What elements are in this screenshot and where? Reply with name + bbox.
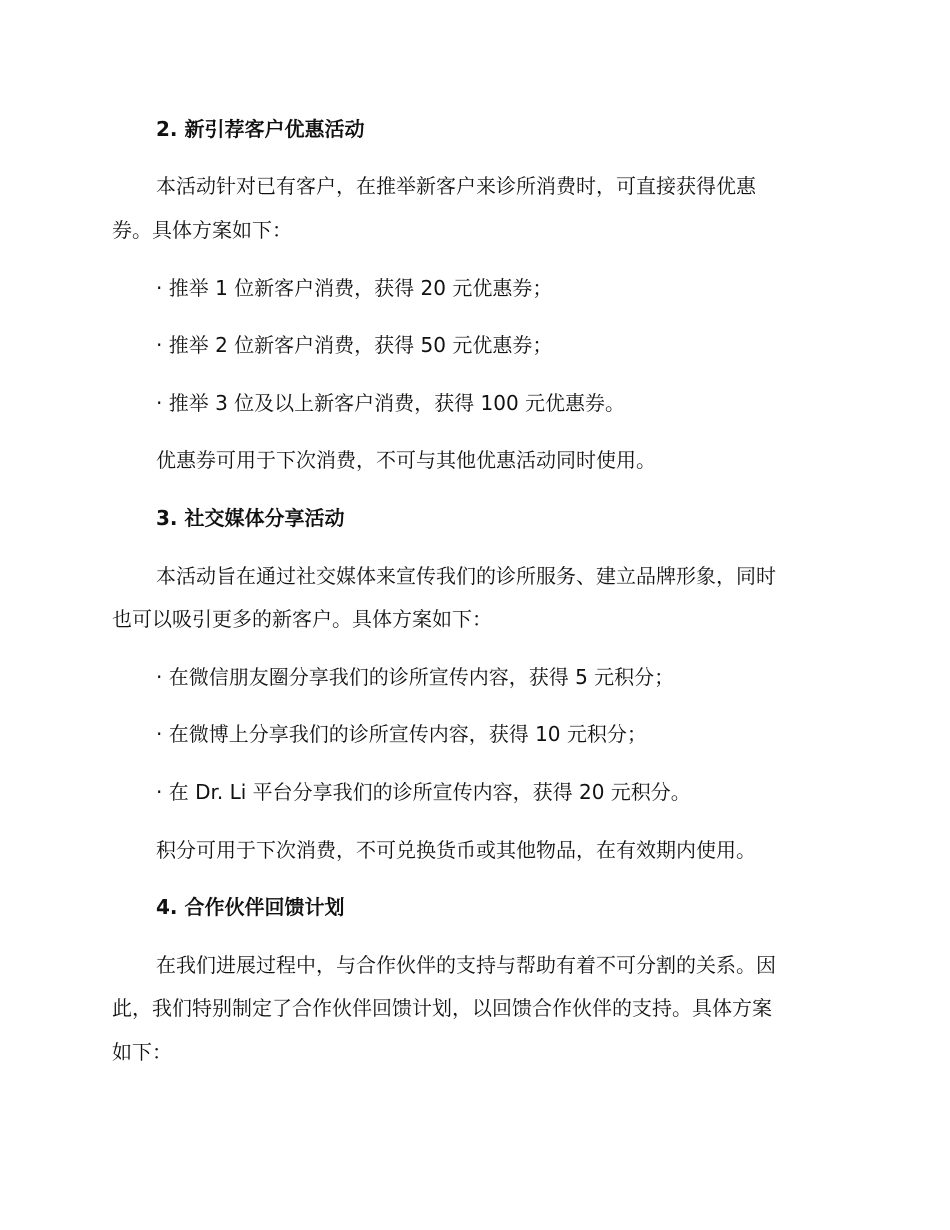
note-line: 优惠券可用于下次消费，不可与其他优惠活动同时使用。 [156, 448, 656, 472]
note-line: 积分可用于下次消费，不可兑换货币或其他物品，在有效期内使用。 [156, 838, 756, 862]
bullet-item: · 在微博上分享我们的诊所宣传内容，获得 10 元积分； [156, 722, 647, 746]
paragraph-line: 在我们进展过程中，与合作伙伴的支持与帮助有着不可分割的关系。因 [156, 953, 776, 977]
bullet-item: · 推举 3 位及以上新客户消费，获得 100 元优惠券。 [156, 391, 626, 415]
bullet-item: · 推举 1 位新客户消费，获得 20 元优惠券； [156, 276, 553, 300]
paragraph-line: 如下： [112, 1040, 172, 1064]
paragraph-line: 也可以吸引更多的新客户。具体方案如下： [112, 607, 492, 631]
paragraph-line: 本活动针对已有客户，在推举新客户来诊所消费时，可直接获得优惠 [156, 174, 756, 198]
bullet-item: · 在微信朋友圈分享我们的诊所宣传内容，获得 5 元积分； [156, 665, 675, 689]
paragraph-line: 此，我们特别制定了合作伙伴回馈计划，以回馈合作伙伴的支持。具体方案 [112, 996, 772, 1020]
bullet-item: · 推举 2 位新客户消费，获得 50 元优惠券； [156, 333, 553, 357]
section-heading: 4. 合作伙伴回馈计划 [156, 895, 345, 919]
section-heading: 3. 社交媒体分享活动 [156, 506, 345, 530]
section-heading: 2. 新引荐客户优惠活动 [156, 117, 365, 141]
bullet-item: · 在 Dr. Li 平台分享我们的诊所宣传内容，获得 20 元积分。 [156, 780, 691, 804]
paragraph-line: 本活动旨在通过社交媒体来宣传我们的诊所服务、建立品牌形象，同时 [156, 564, 776, 588]
paragraph-line: 券。具体方案如下： [112, 218, 292, 242]
